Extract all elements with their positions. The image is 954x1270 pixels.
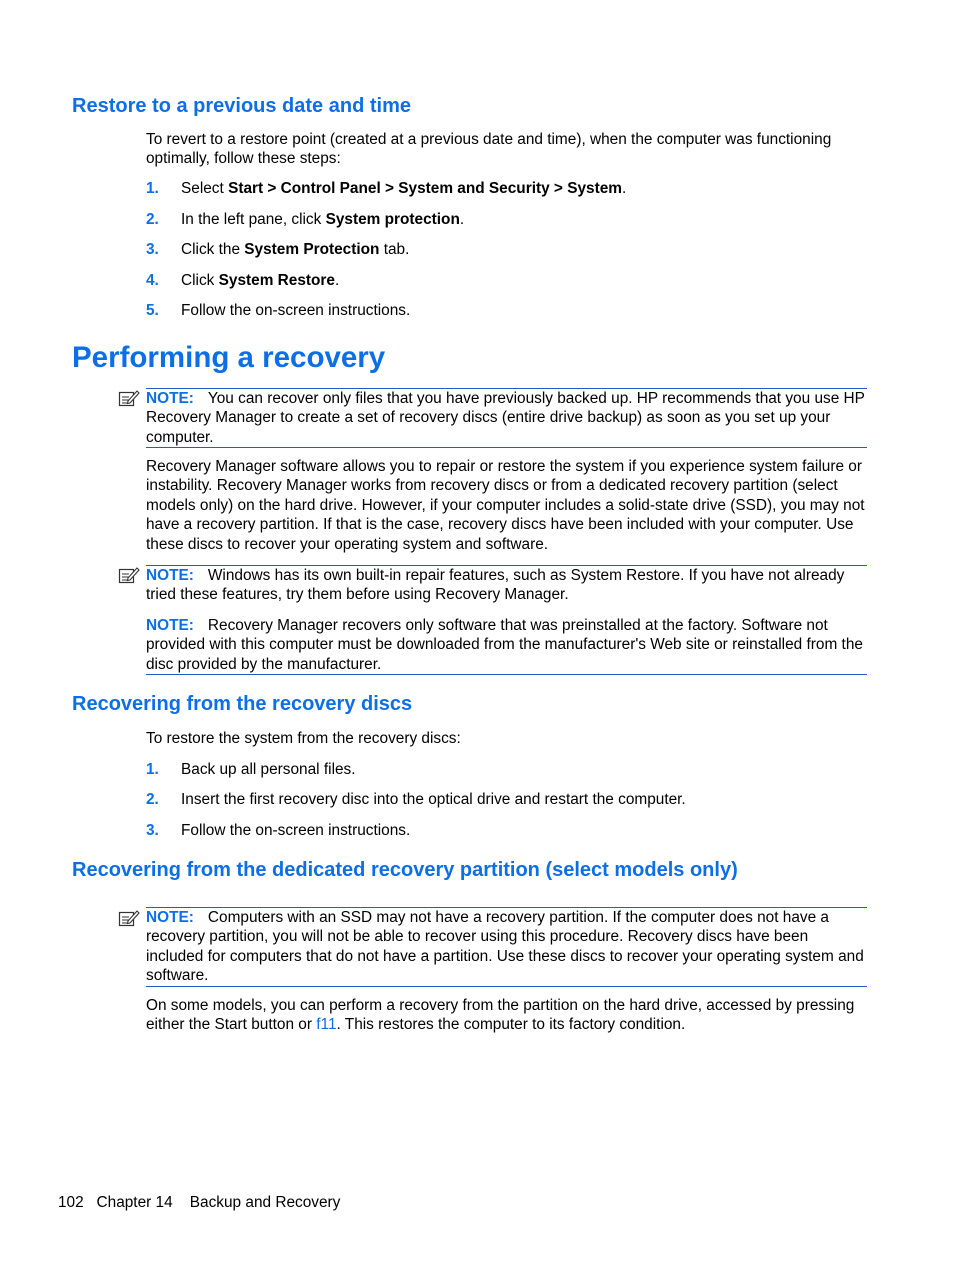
discs-step-3 [146,821,871,841]
note-label: NOTE: [146,616,194,634]
step-number: 3. [146,822,159,839]
step-number: 5. [146,302,159,319]
step-number: 2. [146,211,159,228]
page-number: 102 [58,1194,84,1211]
step-number: 4. [146,272,159,289]
heading-performing-recovery: Performing a recovery [72,341,386,374]
note-box-backup [146,388,867,448]
step-number: 2. [146,791,159,808]
restore-step-5 [146,301,871,321]
note-text: NOTE: Computers with an SSD may not have a recovery partition. If the computer does not have a recovery partition, you will not be able to recover using this procedure. Recovery discs have been included for computers that do not have a partition. Use these discs to recover your operating system and software. [146,909,864,985]
step-number: 1. [146,761,159,778]
note-pencil-icon [118,909,140,927]
note-label: NOTE: [146,390,194,407]
step-text: In the left pane, click System protection. [181,211,465,228]
discs-step-1 [146,760,871,780]
step-text: Insert the first recovery disc into the optical drive and restart the computer. [181,791,686,808]
step-text: Click System Restore. [181,272,340,289]
step-text: Follow the on-screen instructions. [181,822,411,839]
restore-step-2 [146,210,871,230]
restore-step-4 [146,271,871,291]
note-label: NOTE: [146,909,194,926]
f11-key-link[interactable]: f11 [316,1016,337,1034]
restore-step-1 [146,179,871,199]
page-footer [58,1193,340,1212]
note-pencil-icon [118,566,140,584]
heading-restore: Restore to a previous date and time [72,95,411,117]
note-label: NOTE: [146,567,194,584]
step-text: Select Start > Control Panel > System and Security > System. [181,180,627,197]
footer-chapter: Chapter 14 [96,1194,173,1211]
note-text: NOTE: Windows has its own built-in repair features, such as System Restore. If you have not already tried these features, try them before using Recovery Manager. [146,567,845,604]
recovery-body: Recovery Manager software allows you to repair or restore the system if you experience system failure or instability. Recovery Manager works from recovery discs or from a dedicated recovery partition (select models only) on the hard drive. However, if your computer includes a solid-state drive (SSD), you may not have a recovery partition. If that is the case, recovery discs have been included with your computer. Use these discs to recover your operating system and software. [146,458,865,553]
step-text: Back up all personal files. [181,761,356,778]
discs-step-2 [146,790,871,810]
footer-title: Backup and Recovery [189,1194,341,1211]
heading-recovery-partition: Recovering from the dedicated recovery partition (select models only) [72,859,738,881]
step-text: Follow the on-screen instructions. [181,302,411,319]
step-number: 3. [146,241,159,258]
step-number: 1. [146,180,159,197]
note-box-ssd [146,907,867,987]
step-text: Click the System Protection tab. [181,241,410,258]
note-text: NOTE: You can recover only files that you have previously backed up. HP recommends that you use HP Recovery Manager to create a set of recovery discs (entire drive backup) as soon as you set up your computer. [146,390,865,446]
note-box-builtin-repair [146,565,867,675]
heading-recovery-discs: Recovering from the recovery discs [72,693,413,715]
note-pencil-icon [118,389,140,407]
discs-intro: To restore the system from the recovery discs: [146,730,461,747]
restore-intro: To revert to a restore point (created at a previous date and time), when the computer was functioning optimally, follow these steps: [146,131,832,168]
restore-step-3 [146,240,871,260]
partition-body: On some models, you can perform a recovery from the partition on the hard drive, accessed by pressing either the Start button or f11. This restores the computer to its factory condition. [146,997,855,1034]
note-text: NOTE: Recovery Manager recovers only software that was preinstalled at the factory. Software not provided with this computer must be downloaded from the manufacturer's Web site or reinstalled from the disc provided by the manufacturer. [146,616,863,673]
